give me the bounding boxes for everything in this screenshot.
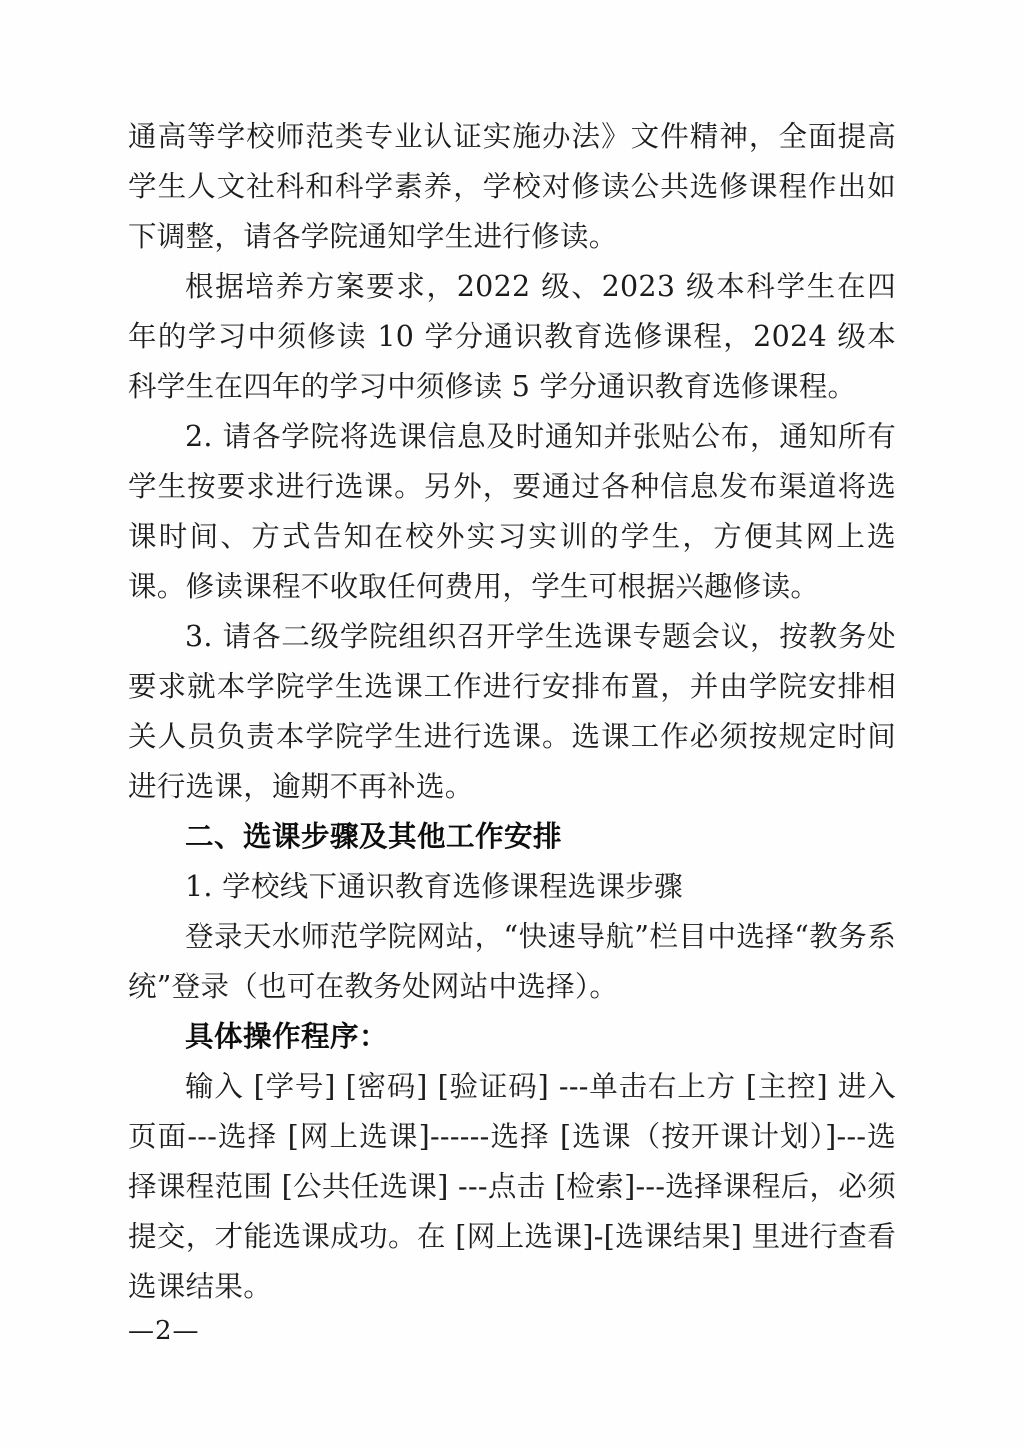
document-body: [128, 112, 896, 1312]
page-number: —2—: [128, 1316, 200, 1346]
paragraph-item-2-notify: 2. 请各学院将选课信息及时通知并张贴公布，通知所有学生按要求进行选课。另外，要通过各种信息发布渠道将选课时间、方式告知在校外实习实训的学生，方便其网上选课。修读课程不收取任何费用，学生可根据兴趣修读。: [128, 420, 896, 603]
paragraph-offline-steps-title: 1. 学校线下通识教育选修课程选课步骤: [185, 870, 683, 903]
paragraph-credit-requirement: 根据培养方案要求，2022 级、2023 级本科学生在四年的学习中须修读 10 学分通识教育选修课程，2024 级本科学生在四年的学习中须修读 5 学分通识教育选修课程。: [128, 270, 896, 403]
section-heading-two: 二、选课步骤及其他工作安排: [185, 820, 563, 853]
paragraph-continued-policy: 通高等学校师范类专业认证实施办法》文件精神，全面提高学生人文社科和科学素养，学校对修读公共选修课程作出如下调整，请各学院通知学生进行修读。: [128, 120, 896, 253]
subheading-operation-procedure: 具体操作程序：: [185, 1020, 389, 1053]
paragraph-operation-steps: 输入 [学号] [密码] [验证码] ---单击右上方 [主控] 进入页面---选择 [网上选课]------选择 [选课（按开课计划）]---选择课程范围 [公共任选课] ---点击 [检索]---选择课程后，必须提交，才能选课成功。在 [网上选课]-[选课结果] 里进行查看选课结果。: [128, 1070, 896, 1303]
paragraph-login-instructions: 登录天水师范学院网站，“快速导航”栏目中选择“教务系统”登录（也可在教务处网站中选择）。: [128, 920, 896, 1003]
paragraph-item-3-meeting: 3. 请各二级学院组织召开学生选课专题会议，按教务处要求就本学院学生选课工作进行安排布置，并由学院安排相关人员负责本学院学生进行选课。选课工作必须按规定时间进行选课，逾期不再补选。: [128, 620, 896, 803]
